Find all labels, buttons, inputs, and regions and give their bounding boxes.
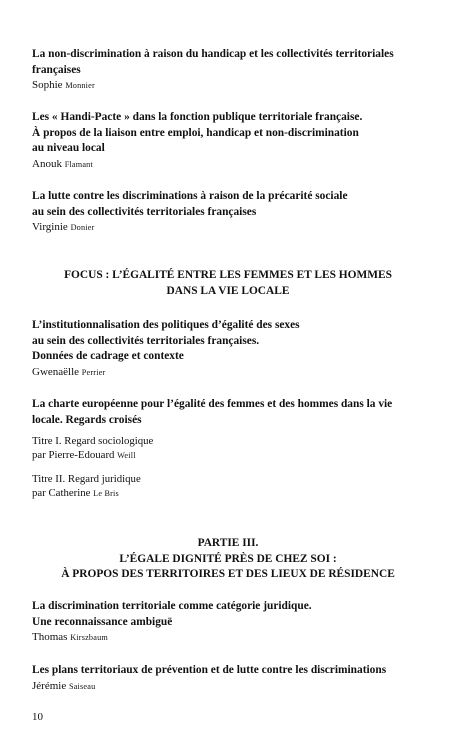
toc-part-juridique [32,472,428,501]
entry-title: L’institutionnalisation des politiques d’égalité des sexes au sein des collectivités territoriales françaises. Données de cadrage et contexte [32,319,300,363]
entry-author: Virginie Donier [32,221,95,234]
entry-author: Gwenaëlle Perrier [32,365,106,378]
entry-author: Thomas Kirszbaum [32,631,108,644]
toc-entry-discrimination-territoriale [32,599,428,645]
part3-heading: PARTIE III. L’ÉGALE DIGNITÉ PRÈS DE CHEZ SOI : À PROPOS DES TERRITOIRES ET DES LIEUX DE RÉSIDENCE [61,537,395,581]
part-author: par Pierre-Edouard Weill [32,449,136,461]
entry-title: La charte européenne pour l’égalité des femmes et des hommes dans la vie locale. Regards croisés [32,398,393,426]
toc-entry-plans-territoriaux [32,663,428,694]
toc-entry-handi-pacte [32,110,428,172]
entry-author: Anouk Flamant [32,157,93,170]
entry-title: Les « Handi-Pacte » dans la fonction publique territoriale française. À propos de la liaison entre emploi, handicap et non-discrimination au niveau local [32,111,363,155]
entry-author: Sophie Monnier [32,79,95,92]
toc-entry-handicap [32,47,428,93]
entry-title: La non-discrimination à raison du handicap et les collectivités territoriales françaises [32,48,394,76]
part-author: par Catherine Le Bris [32,487,119,499]
entry-title: La lutte contre les discriminations à raison de la précarité sociale au sein des collectivités territoriales françaises [32,190,348,218]
toc-entry-charte [32,397,428,428]
entry-title: Les plans territoriaux de prévention et de lutte contre les discriminations [32,664,387,676]
page-number: 10 [32,711,43,723]
toc-part-sociologique [32,434,428,463]
toc-entry-precarite [32,189,428,235]
focus-heading: FOCUS : L’ÉGALITÉ ENTRE LES FEMMES ET LES HOMMES DANS LA VIE LOCALE [64,269,392,297]
toc-entry-institutionnalisation [32,318,428,380]
entry-title: La discrimination territoriale comme catégorie juridique. Une reconnaissance ambiguë [32,600,312,628]
part-title: Titre II. Regard juridique [32,473,141,485]
part-title: Titre I. Regard sociologique [32,435,154,447]
entry-author: Jérémie Saiseau [32,679,96,692]
